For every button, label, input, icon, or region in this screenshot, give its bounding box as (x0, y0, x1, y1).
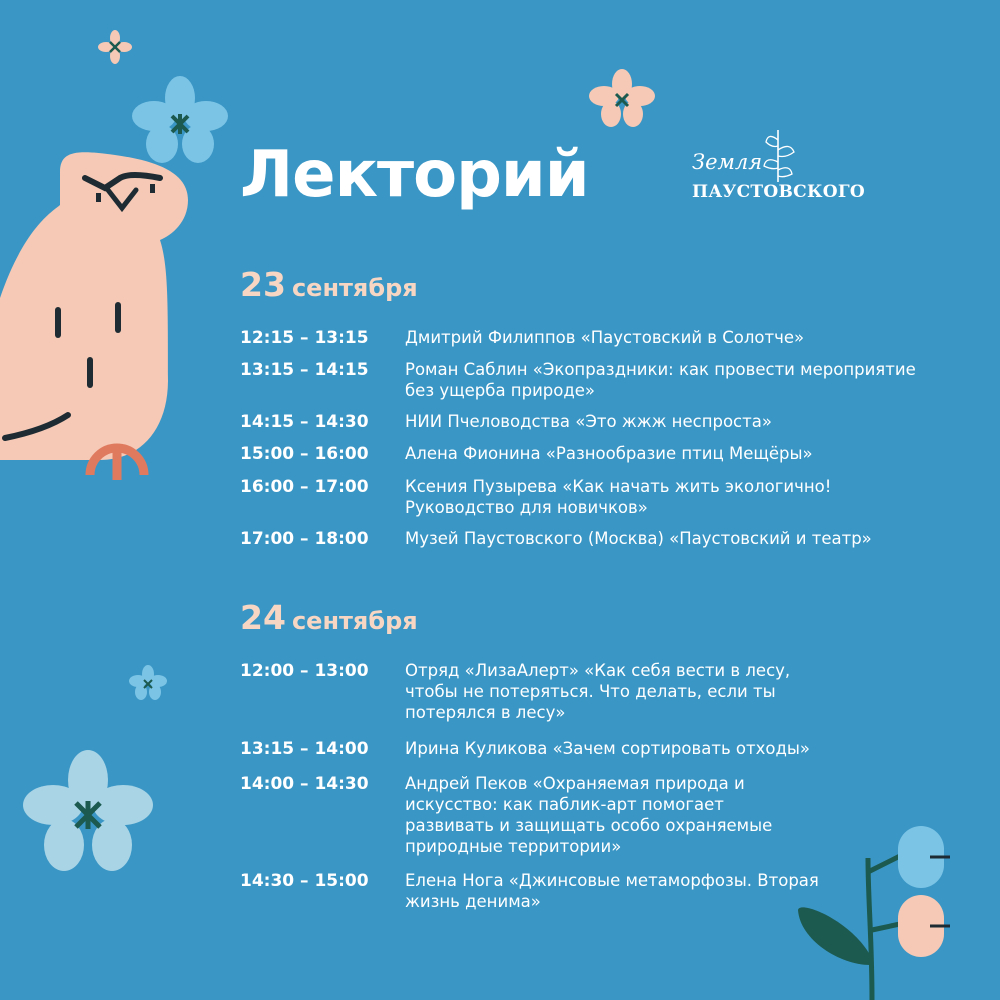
event-time: 16:00 – 17:00 (240, 477, 369, 497)
owl-illustration (0, 152, 188, 480)
event-description: Ирина Куликова «Зачем сортировать отходы» (405, 739, 811, 758)
event-time: 17:00 – 18:00 (240, 529, 369, 549)
event-description: Музей Паустовского (Москва) «Паустовский и театр» (405, 529, 872, 548)
day-heading (240, 598, 418, 644)
day-heading (240, 265, 418, 311)
event-time: 12:00 – 13:00 (240, 661, 369, 681)
event-time: 13:15 – 14:00 (240, 739, 369, 759)
logo-sprig-icon (764, 130, 794, 182)
event-time: 14:30 – 15:00 (240, 871, 369, 891)
day-month: сентября (291, 607, 418, 635)
event-time: 15:00 – 16:00 (240, 444, 369, 464)
event-time: 12:15 – 13:15 (240, 328, 369, 348)
flower-icon (98, 30, 132, 64)
flower-icon (23, 750, 153, 871)
plant-illustration (798, 826, 950, 1000)
event-description: Отряд «ЛизаАлерт» «Как себя вести в лесу, чтобы не потеряться. Что делать, если ты потерялся в лесу» (405, 661, 791, 722)
flower-icon (589, 69, 655, 127)
day-month: сентября (291, 274, 418, 302)
owl-eye-icon (96, 193, 101, 202)
event-time: 14:15 – 14:30 (240, 412, 369, 432)
event-description: Андрей Пеков «Охраняемая природа и искусство: как паблик-арт помогает развивать и защищать особо охраняемые природные территории» (405, 774, 773, 856)
event-description: НИИ Пчеловодства «Это жжж неспроста» (405, 412, 772, 431)
flower-icon (132, 76, 228, 163)
logo-main-text: ПАУСТОВСКОГО (692, 182, 866, 202)
event-time: 14:00 – 14:30 (240, 774, 369, 794)
event-description: Дмитрий Филиппов «Паустовский в Солотче» (405, 328, 805, 347)
page-title: Лекторий (240, 138, 589, 212)
owl-body-shape (0, 152, 188, 460)
day-number: 24 (240, 598, 286, 637)
event-description: Алена Фионина «Разнообразие птиц Мещёры» (405, 444, 813, 463)
event-time: 13:15 – 14:15 (240, 360, 369, 380)
event-description: Елена Нога «Джинсовые метаморфозы. Вторая жизнь денима» (405, 871, 819, 911)
flower-icon (129, 665, 167, 700)
event-description: Ксения Пузырева «Как начать жить экологично! Руководство для новичков» (405, 477, 832, 517)
owl-eye-icon (150, 184, 155, 193)
event-description: Роман Саблин «Экопраздники: как провести мероприятие без ущерба природе» (405, 360, 916, 400)
day-number: 23 (240, 265, 286, 304)
logo-script-text: Земля (692, 150, 763, 174)
